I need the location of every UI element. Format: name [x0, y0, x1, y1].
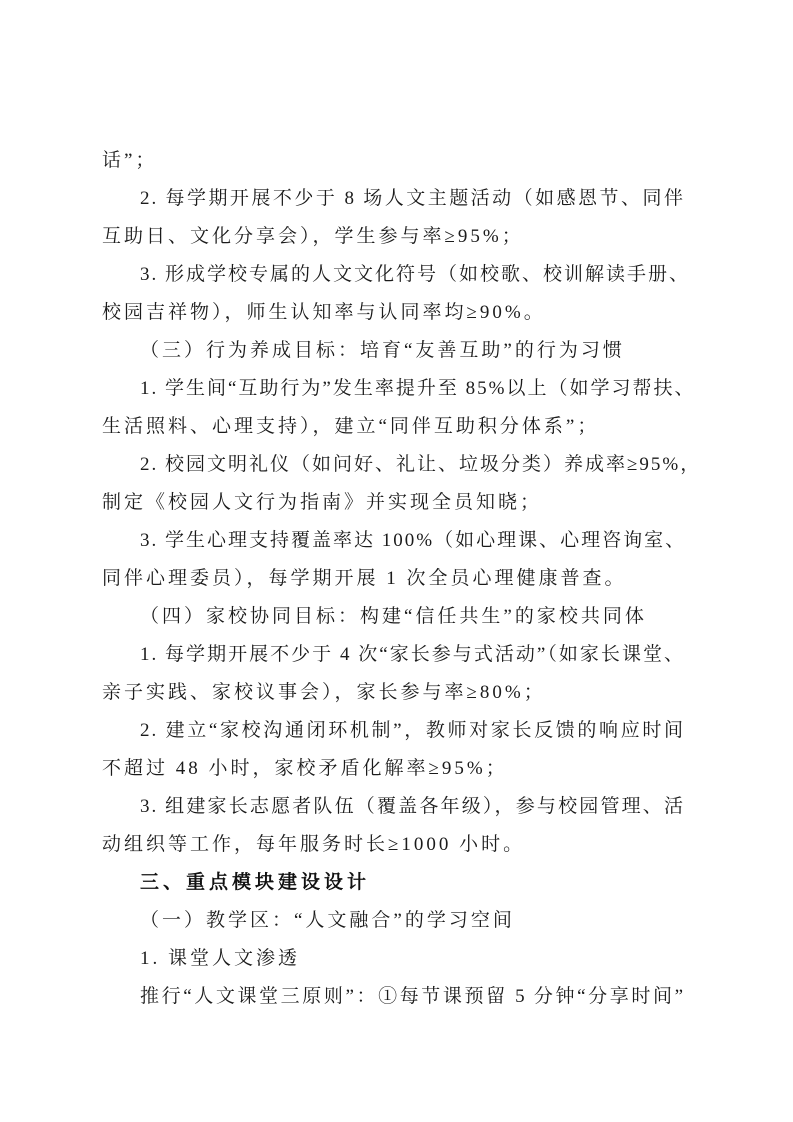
text-line: 2. 建立“家校沟通闭环机制”，教师对家长反馈的响应时间 — [140, 720, 685, 741]
text-line: 3. 组建家长志愿者队伍（覆盖各年级），参与校园管理、活 — [140, 796, 685, 817]
text-line: 同伴心理委员），每学期开展 1 次全员心理健康普查。 — [102, 568, 627, 589]
text-line: （三）行为养成目标：培育“友善互助”的行为习惯 — [140, 340, 625, 361]
text-line: （一）教学区：“人文融合”的学习空间 — [140, 910, 515, 931]
text-line: （四）家校协同目标：构建“信任共生”的家校共同体 — [140, 606, 647, 627]
text-line: 3. 学生心理支持覆盖率达 100%（如心理课、心理咨询室、 — [140, 530, 687, 551]
text-line: 不超过 48 小时，家校矛盾化解率≥95%； — [102, 758, 508, 779]
text-line: 亲子实践、家校议事会），家长参与率≥80%； — [102, 682, 546, 703]
text-line: 制定《校园人文行为指南》并实现全员知晓； — [102, 492, 543, 513]
text-line: 互助日、文化分享会），学生参与率≥95%； — [102, 226, 524, 247]
text-line: 2. 每学期开展不少于 8 场人文主题活动（如感恩节、同伴 — [140, 188, 685, 209]
text-line: 校园吉祥物），师生认知率与认同率均≥90%。 — [102, 302, 546, 323]
text-line: 生活照料、心理支持），建立“同伴互助积分体系”； — [102, 416, 600, 437]
document-body — [102, 142, 702, 1016]
section-heading: 三、重点模块建设设计 — [140, 872, 371, 893]
text-line: 1. 课堂人文渗透 — [140, 948, 301, 969]
text-line: 推行“人文课堂三原则”：①每节课预留 5 分钟“分享时间” — [140, 986, 685, 1007]
text-line: 1. 每学期开展不少于 4 次“家长参与式活动”（如家长课堂、 — [140, 644, 685, 665]
text-line: 1. 学生间“互助行为”发生率提升至 85%以上（如学习帮扶、 — [140, 378, 696, 399]
text-line: 3. 形成学校专属的人文文化符号（如校歌、校训解读手册、 — [140, 264, 691, 285]
text-line: 动组织等工作，每年服务时长≥1000 小时。 — [102, 834, 526, 855]
text-line: 话”； — [102, 150, 158, 171]
text-line: 2. 校园文明礼仪（如问好、礼让、垃圾分类）养成率≥95%， — [140, 454, 702, 475]
